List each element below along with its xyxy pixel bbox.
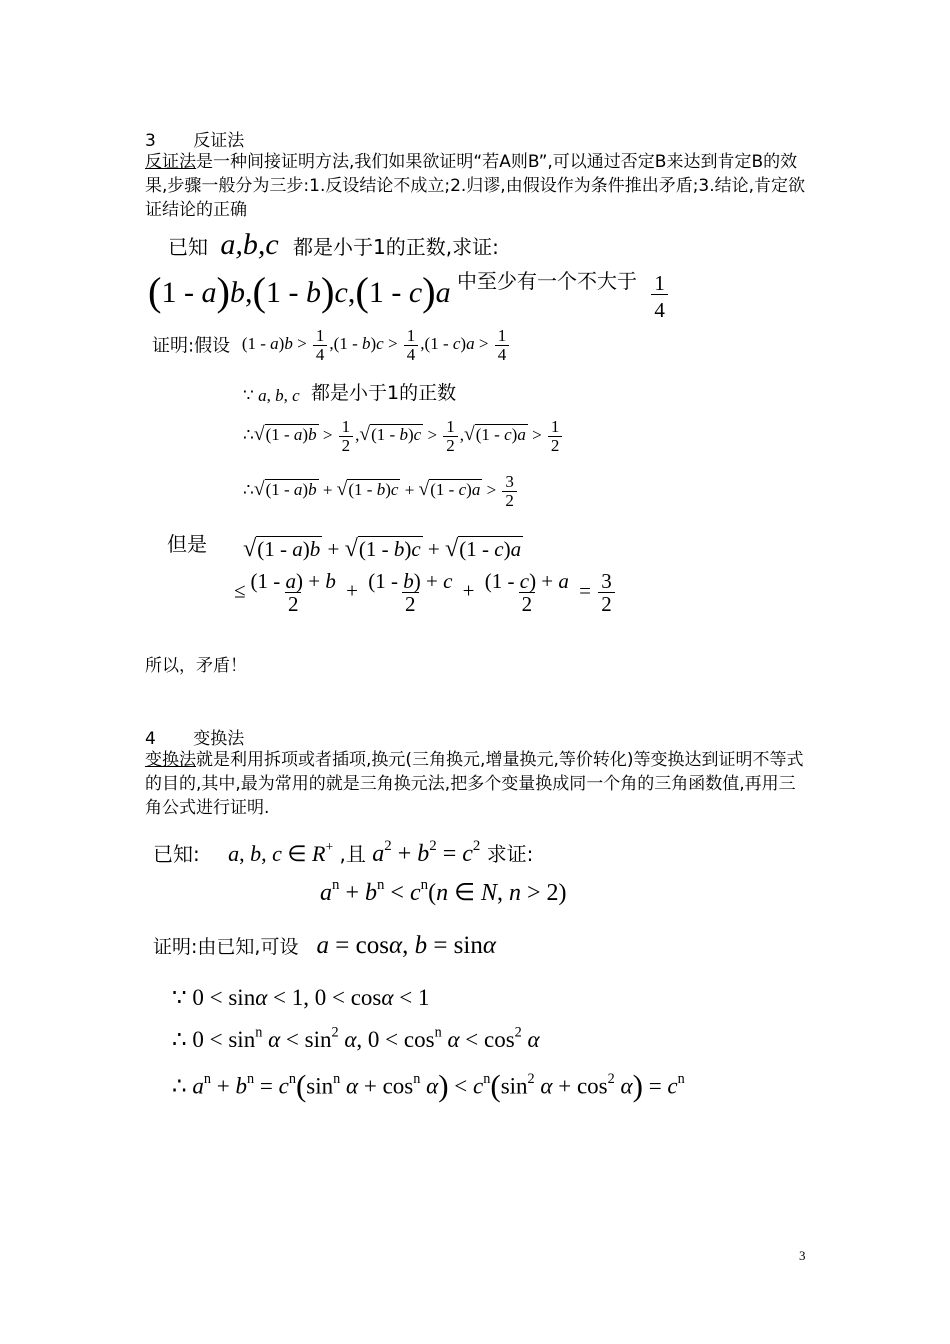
power-line: ∴ $0 < \sin^n \alpha < \sin^2 \alpha$, $0 < \cos^n \alpha < \cos^2 \alpha$ bbox=[172, 1024, 540, 1052]
page-number: 3 bbox=[799, 1248, 806, 1263]
therefore-line-2: ∴√(1 - a)b + √(1 - b)c + √(1 - c)a > $\frac{3}{2}$ bbox=[243, 473, 519, 510]
claim-fraction: $\frac{1}{4}$ bbox=[651, 272, 668, 321]
final-line: ∴ $a^n + b^n = c^n(\sin^n$ $\alpha + \cos^n \alpha) < c^n(\sin^2$ $\alpha + \cos^2 \alpha) = c^n$ bbox=[172, 1068, 685, 1103]
given-set-formula: a, b, c ∈ R+ bbox=[228, 838, 334, 866]
section-4-number: 4 bbox=[145, 729, 156, 749]
proof-assumption bbox=[152, 327, 511, 364]
section-4-given bbox=[153, 838, 533, 868]
because-text: 都是小于1的正数 bbox=[311, 382, 457, 404]
given-variables: a,b,c bbox=[220, 228, 279, 261]
proof-label: 证明:假设 bbox=[152, 335, 231, 357]
and-text: ,且 bbox=[339, 842, 366, 866]
prove-formula: $a^n + b^n < c^n(n$ ∈ N, n > 2) bbox=[320, 876, 567, 906]
therefore-line-1: ∴√(1 - a)b > $\frac{1}{2}$ ,√(1 - b)c > $\frac{1}{2}$ ,√(1 - c)a > $\frac{1}{2}$ bbox=[243, 418, 564, 455]
proof-label-4: 证明:由已知,可设 bbox=[153, 936, 299, 958]
conclusion-text: 所以，矛盾！ bbox=[145, 656, 247, 676]
section-3-number: 3 bbox=[145, 131, 156, 151]
section-4-heading bbox=[145, 724, 244, 749]
section-4-definition bbox=[145, 748, 810, 820]
claim-statement bbox=[148, 265, 670, 321]
claim-formula: (1 - a)b,(1 - b)c,(1 - c)a bbox=[148, 269, 451, 315]
section-3-title: 反证法 bbox=[193, 131, 245, 151]
definition-text-4: 就是利用拆项或者插项,换元(三角换元,增量换元,等价转化)等变换达到证明不等式的目的,其中,最为常用的就是三角换元法,把多个变量换成同一个角的三角函数值,再用三角公式进行证明. bbox=[145, 750, 804, 818]
because-formula: ∵ a, b, c bbox=[243, 386, 300, 405]
section-4-proof bbox=[153, 932, 496, 960]
range-line: ∵ 0 < sinα < 1, 0 < cosα < 1 bbox=[172, 985, 430, 1010]
but-formula-line-1: √(1 - a)b + √(1 - b)c + √(1 - c)a bbox=[243, 535, 522, 562]
section-3-heading bbox=[145, 126, 244, 151]
substitution-formula: a = cosα, b = sinα bbox=[316, 932, 496, 959]
given-statement bbox=[168, 228, 499, 262]
definition-term: 反证法 bbox=[145, 152, 196, 172]
because-line bbox=[243, 378, 456, 406]
but-label: 但是 bbox=[167, 532, 207, 556]
given-label-4: 已知: bbox=[153, 842, 200, 866]
section-4-title: 变换法 bbox=[193, 729, 245, 749]
but-formula-line-2: ≤ $\frac{(1 - a) + b}{2}$ + $\frac{(1 - b) + c}{2}$ + $\frac{(1 - c) + a}{2}$ = $\frac{3}{2}$ bbox=[234, 570, 617, 615]
claim-text: 中至少有一个不大于 bbox=[457, 269, 638, 293]
pythagoras-formula: $a^2 + b^2 = c^2$ bbox=[372, 837, 481, 867]
given-label: 已知 bbox=[168, 235, 208, 259]
given-text: 都是小于1的正数,求证: bbox=[293, 235, 499, 259]
definition-text: 是一种间接证明方法,我们如果欲证明“若A则B”,可以通过否定B来达到肯定B的效果,步骤一般分为三步:1.反设结论不成立;2.归谬,由假设作为条件推出矛盾;3.结论,肯定欲证结论的正确 bbox=[145, 152, 806, 220]
definition-term-4: 变换法 bbox=[145, 750, 196, 770]
assumption-formula: (1 - a)b > $\frac{1}{4}$ ,(1 - b)c > $\frac{1}{4}$ ,(1 - c)a > $\frac{1}{4}$ bbox=[242, 334, 511, 353]
prove-text: 求证: bbox=[486, 842, 534, 866]
section-3-definition bbox=[145, 150, 810, 222]
